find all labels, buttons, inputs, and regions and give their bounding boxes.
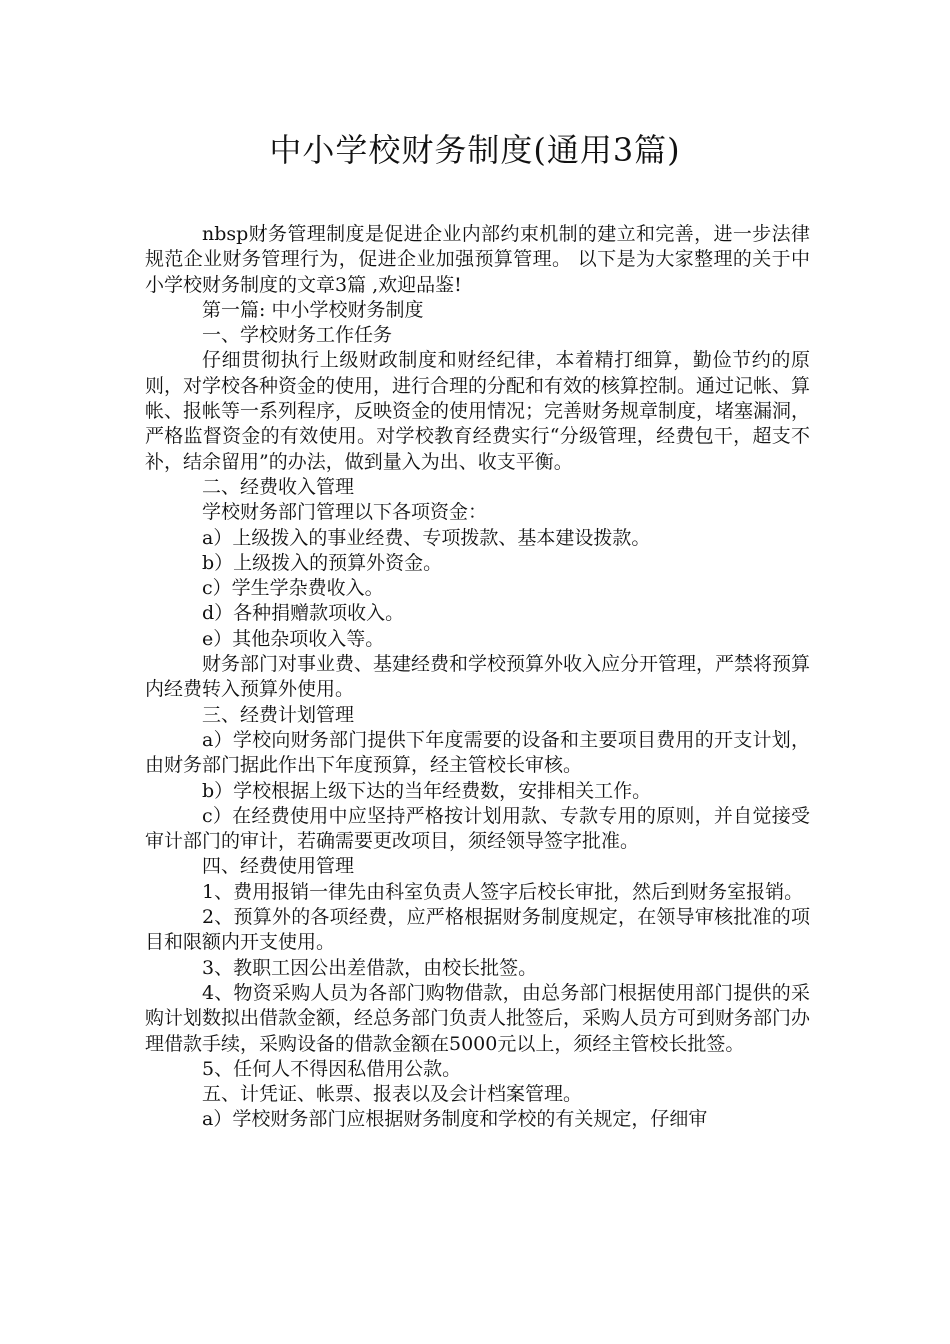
list-item: b）学校根据上级下达的当年经费数，安排相关工作。 [202, 779, 652, 802]
list-item: b）上级拨入的预算外资金。 [202, 551, 443, 574]
paragraph: 财务部门对事业费、基建经费和学校预算外收入应分开管理，严禁将预算内经费转入预算外使用。 [145, 653, 811, 701]
list-item: 1、费用报销一律先由科室负责人签字后校长审批，然后到财务室报销。 [202, 880, 804, 903]
intro-paragraph: nbsp财务管理制度是促进企业内部约束机制的建立和完善，进一步法律规范企业财务管理行为，促进企业加强预算管理。 以下是为大家整理的关于中小学校财务制度的文章3篇 ,欢迎品鉴! [145, 223, 810, 296]
list-item: a）学校向财务部门提供下年度需要的设备和主要项目费用的开支计划，由财务部门据此作出下年度预算，经主管校长审核。 [145, 728, 810, 777]
list-item: 3、教职工因公出差借款，由校长批签。 [202, 956, 538, 979]
list-item: e）其他杂项收入等。 [202, 627, 385, 650]
list-item: d）各种捐赠款项收入。 [202, 602, 405, 625]
document-title: 中小学校财务制度(通用3篇) [269, 131, 681, 169]
section-heading: 五、计凭证、帐票、报表以及会计档案管理。 [202, 1083, 583, 1106]
section-heading: 四、经费使用管理 [202, 855, 355, 878]
list-item: a）上级拨入的事业经费、专项拨款、基本建设拨款。 [202, 526, 651, 549]
list-item: c）在经费使用中应坚持严格按计划用款、专款专用的原则，并自觉接受审计部门的审计，若确需要更改项目，须经领导签字批准。 [145, 804, 810, 853]
paragraph: 学校财务部门管理以下各项资金： [202, 501, 488, 524]
section-heading: 一、学校财务工作任务 [202, 324, 393, 347]
list-item: 2、预算外的各项经费，应严格根据财务制度规定，在领导审核批准的项目和限额内开支使用。 [145, 906, 810, 954]
list-item: a）学校财务部门应根据财务制度和学校的有关规定，仔细审 [202, 1108, 708, 1131]
document-body [145, 222, 810, 1133]
section-heading: 二、经费收入管理 [202, 475, 355, 498]
list-item: c）学生学杂费收入。 [202, 577, 384, 600]
list-item: 4、物资采购人员为各部门购物借款，由总务部门根据使用部门提供的采购计划数拟出借款金额，经总务部门负责人批签后，采购人员方可到财务部门办理借款手续，采购设备的借款金额在5000元以上，须经主管校长批签。 [145, 981, 811, 1055]
list-item: 5、任何人不得因私借用公款。 [202, 1057, 462, 1080]
section-heading: 三、经费计划管理 [202, 703, 355, 726]
part-heading: 第一篇: 中小学校财务制度 [202, 298, 424, 321]
paragraph: 仔细贯彻执行上级财政制度和财经纪律，本着精打细算，勤俭节约的原则，对学校各种资金的使用，进行合理的分配和有效的核算控制。通过记帐、算帐、报帐等一系列程序，反映资金的使用情况；完善财务规章制度，堵塞漏洞，严格监督资金的有效使用。对学校教育经费实行“分级管理，经费包干，超支不补，结余留用”的办法，做到量入为出、收支平衡。 [145, 349, 811, 473]
